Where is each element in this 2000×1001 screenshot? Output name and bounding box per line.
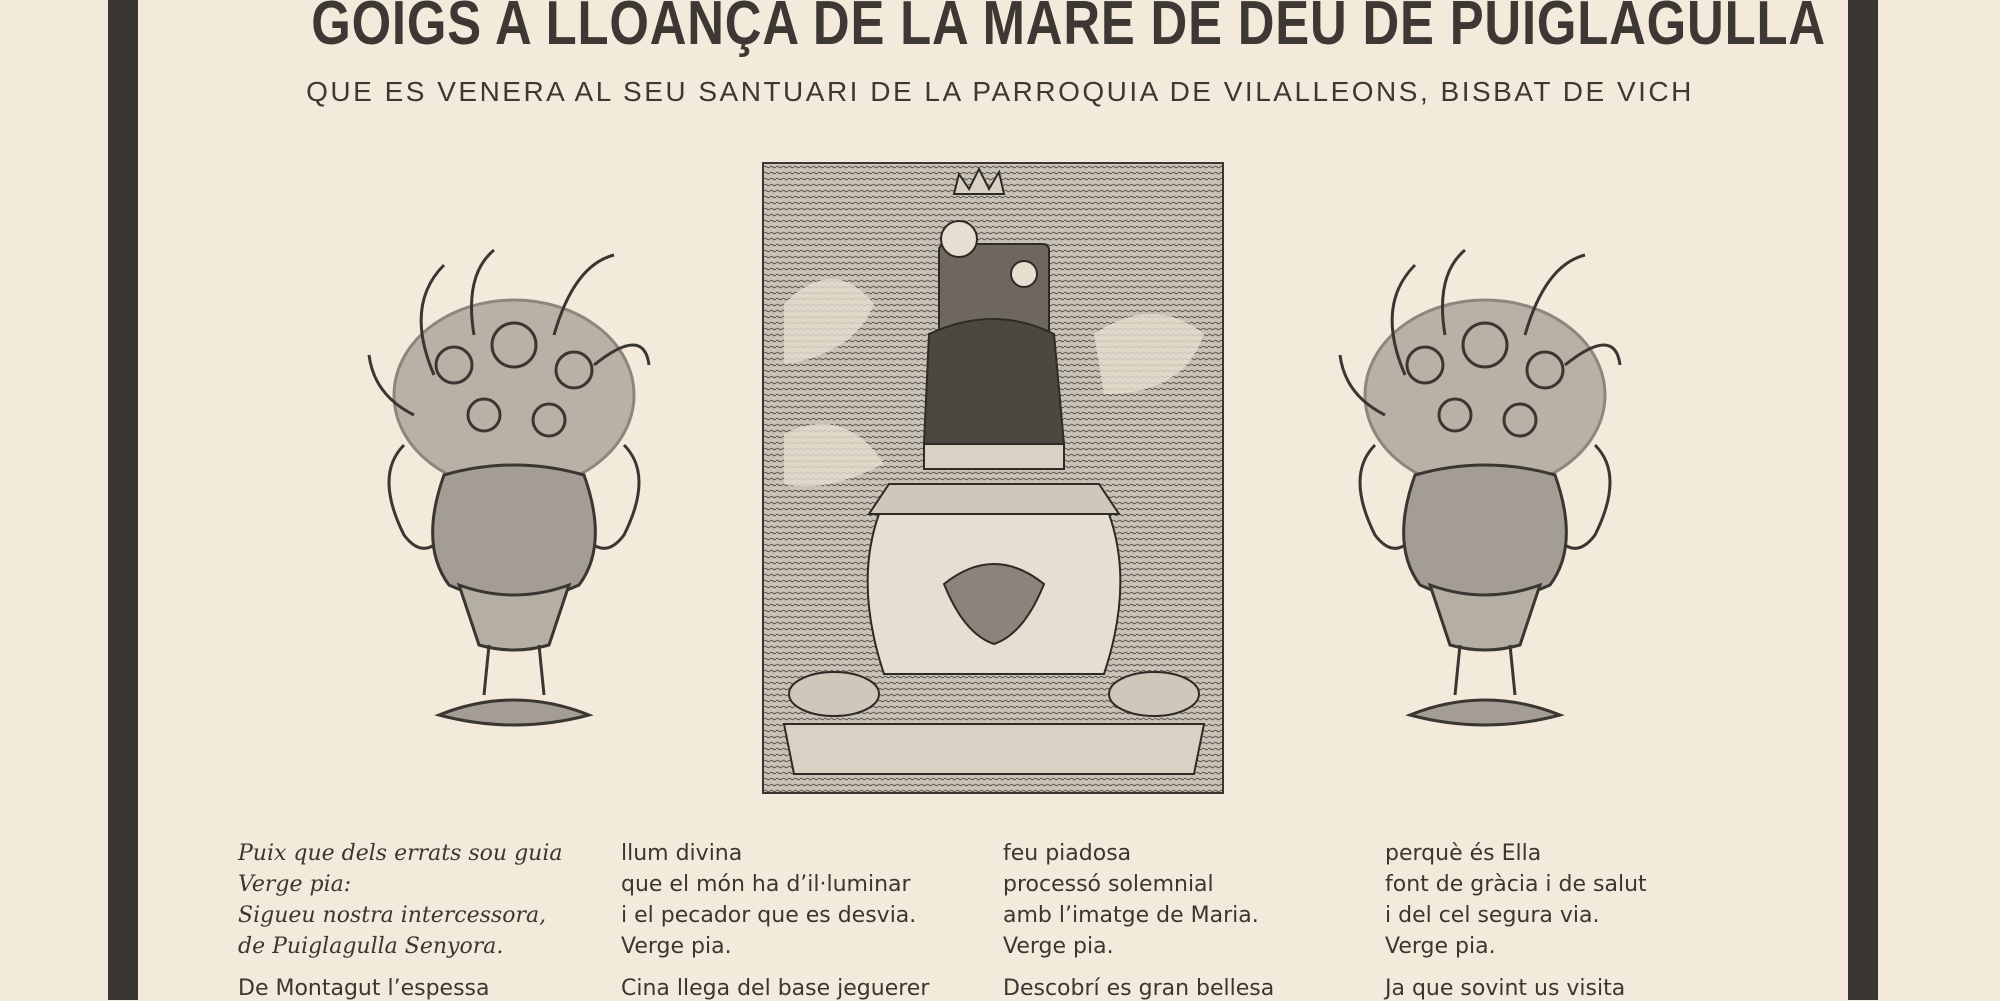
- verse-column-3: [1003, 838, 1373, 962]
- verse-line: Verge pia.: [621, 934, 732, 959]
- flower-vase-left-icon: [364, 245, 664, 735]
- verse-line: que el món ha d’il·luminar: [621, 872, 911, 897]
- verse-column-2: [621, 838, 991, 962]
- verse-line: i el pecador que es desvia.: [621, 903, 917, 928]
- verse-line: feu piadosa: [1003, 841, 1132, 866]
- verse-line: i del cel segura via.: [1385, 903, 1600, 928]
- verse-line: llum divina: [621, 841, 743, 866]
- next-verse-line-4: Ja que sovint us visita: [1385, 976, 1626, 1001]
- next-verse-line-2: Cina llega del base jeguerer: [621, 976, 930, 1001]
- verse-line: processó solemnial: [1003, 872, 1214, 897]
- virgin-statue-image: [762, 162, 1224, 794]
- verse-line: amb l’imatge de Maria.: [1003, 903, 1259, 928]
- greek-key-border-right: [1848, 0, 1878, 1000]
- verse-line: font de gràcia i de salut: [1385, 872, 1647, 897]
- verse-line: perquè és Ella: [1385, 841, 1542, 866]
- virgin-statue-icon: [764, 164, 1222, 792]
- verse-line: Verge pia:: [238, 872, 352, 897]
- flower-vase-right-icon: [1335, 245, 1635, 735]
- verse-column-4: [1385, 838, 1755, 962]
- verse-column-1: [238, 838, 608, 962]
- greek-key-border-left: [108, 0, 138, 1000]
- verse-line: Sigueu nostra intercessora,: [238, 903, 547, 928]
- page-title: GOIGS A LLOANÇA DE LA MARE DE DEU DE PUIGLAGULLA: [311, 0, 1826, 58]
- next-verse-line-1: De Montagut l’espessa: [238, 976, 490, 1001]
- verse-line: Puix que dels errats sou guia: [238, 841, 563, 866]
- verse-line: Verge pia.: [1003, 934, 1114, 959]
- next-verse-line-3: Descobrí es gran bellesa: [1003, 976, 1275, 1001]
- verse-line: Verge pia.: [1385, 934, 1496, 959]
- page-subtitle: QUE ES VENERA AL SEU SANTUARI DE LA PARROQUIA DE VILALLEONS, BISBAT DE VICH: [306, 76, 1694, 107]
- verse-line: de Puiglagulla Senyora.: [238, 934, 504, 959]
